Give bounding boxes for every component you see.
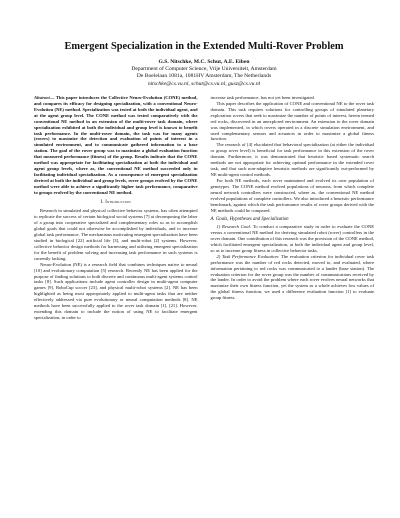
author-block: [34, 59, 374, 88]
right-column: [211, 95, 375, 321]
body-paragraph-1: increase task performance, has not yet been investigated.: [210, 94, 315, 100]
abstract: [34, 95, 198, 196]
intro-paragraph-2: Neuro-Evolution (NE) is a research field that combines techniques native to neural [10] and evolutionary computation [5] research. Recently NE has been applied for the purpose of finding solutions to both discrete and continuous multi-agent systems control tasks [8]. Such applications include agent controller design in multi-agent computer games [9], RoboCup soccer [23], and physical multi-robot systems [2]. NE has been highlighted as being most appropriately applied to multi-agent tasks that are neither effectively addressed via pure evolutionary or neural computation methods [8]. NE methods have been successfully applied to the rover task domain [1], [21]. However, extending this domain to include the notion of using NE to facilitate emergent specialization, in order to: [34, 261, 198, 321]
subsection-heading-goals: A. Goals, Hypotheses and Specialization: [210, 216, 289, 222]
abstract-text: — This paper introduces the Collective Neuro-Evolution (CONE) method, and compares its efficacy for designing specialization, with a conventional Neuro-Evolution (NE) method. Specialization was tested at both the individual agent, and at the agent group level. The CONE method was tested comparatively with the conventional NE method in an extension of the multi-rover task domain, where specialization exhibited at both the individual and group level is known to benefit task performance. In the multi-rover domain, the task was for many agents (rovers) to maximize the detection and evaluation of points of interest in a simulated environment, and to communicate gathered information to a base station. The goal of the rover group was to maximize a global evaluation function that measured performance (fitness) of the group. Results indicate that the CONE method was appropriate for facilitating specialization at both the individual and agent group levels, where as, the conventional NE method succeeded only in facilitating individual specialization. As a consequence of emergent specialization derived at both the individual and group levels, rover groups evolved by the CONE method were able to achieve a significantly higher task performance, comparative to groups evolved by the conventional NE method.: [34, 94, 198, 196]
intro-paragraph-1: Research in simulated and physical collective behavior systems, has often attempted to replicate the success of certain biological social systems [7] at decomposing the labor of a group into cooperative specialized and complementary roles so as to accomplish global goals that could not otherwise be accomplished by individuals, and to increase global task performance. The mechanisms motivating emergent specialization have been studied in biological [22] artificial life [3], and multi-robot [2] systems. However, collective behavior design methods for harnessing and utilizing emergent specialization for the benefit of problem solving and increasing task performance in such systems is currently lacking.: [34, 208, 198, 261]
section-heading-introduction: I. Introduction: [100, 200, 131, 206]
affiliation-line-1: Department of Computer Science, Vrije Universiteit, Amsterdam: [131, 66, 277, 73]
task-performance-item: [211, 254, 375, 302]
research-goal-label: 1) Research Goal:: [216, 223, 252, 229]
task-performance-label: 2) Task Performance Evaluation:: [216, 253, 280, 259]
body-paragraph-4: For both NE methods, each rover maintained and evolved its own population of genotypes. The CONE method evolved populations of neurons, from which complete neural network controllers were constructed, where as, the conventional NE method evolved populations of complete controllers. We also introduced a heuristic performance benchmark, against which the task performance results of rover groups derived with the NE methods could be compared.: [210, 178, 374, 213]
abstract-label: Abstract: [34, 94, 50, 100]
affiliation-line-2: De Boelelaan 1081a, 1081HV Amsterdam, The Netherlands: [136, 73, 272, 80]
author-names: G.S. Nitschke, M.C. Schut, A.E. Eiben: [158, 59, 250, 65]
left-column: [34, 95, 198, 321]
body-paragraph-2: This paper describes the application of CONE and conventional NE to the rover task domain. This task requires solutions for controlling groups of simulated planetary exploration rovers that seek to maximize the number of points of interest, herein termed red rocks, discovered in an unexplored environment. An extension to the rover domain was implemented, in which rovers operated in a discrete simulation environment, and used complementary sensors and actuators in order to maximize a global fitness function.: [210, 100, 374, 142]
research-goal-item: [211, 224, 375, 254]
task-performance-text: The evaluation criterion for individual rover task performance was the number of red rocks detected, moved to, and evaluated, where information pertaining to red rocks was communicated to a lander (base station). The evaluation criterion for the rover group was the number of communications received by the lander. In order to avoid the problem where each rover evolves neural networks that maximize their own fitness function, yet the system as a whole achieves low values of the global fitness function, we used a difference evaluation function [1] to evaluate group fitness.: [210, 253, 374, 301]
paper-title: Emergent Specialization in the Extended Multi-Rover Problem: [64, 41, 344, 52]
author-emails: nitschke@cs.vu.nl, schut@cs.vu.nl, gusz@cs.vu.nl: [147, 80, 261, 87]
two-column-body: [34, 95, 374, 321]
research-goal-text: To conduct a comparative study in order to evaluate the CONE versus a conventional NE method for deriving simulated robot (rover) controllers in the rover domain. One contribution of this research was the provision of the CONE method, which facilitated emergent specialization, at both the individual agent and group level, so as to increase group fitness in collective behavior tasks.: [210, 223, 374, 253]
body-paragraph-3: The research of [4] elucidated that behavioral specialization (at either the individual or group rover level) is beneficial for task performance in this extension of the rover domain. Furthermore, it was demonstrated that heuristic based systematic search methods are not appropriate for achieving optimal performance in the extended rover task, and that such non-adaptive heuristic methods are significantly out-performed by NE multi-agent control methods.: [210, 142, 374, 178]
